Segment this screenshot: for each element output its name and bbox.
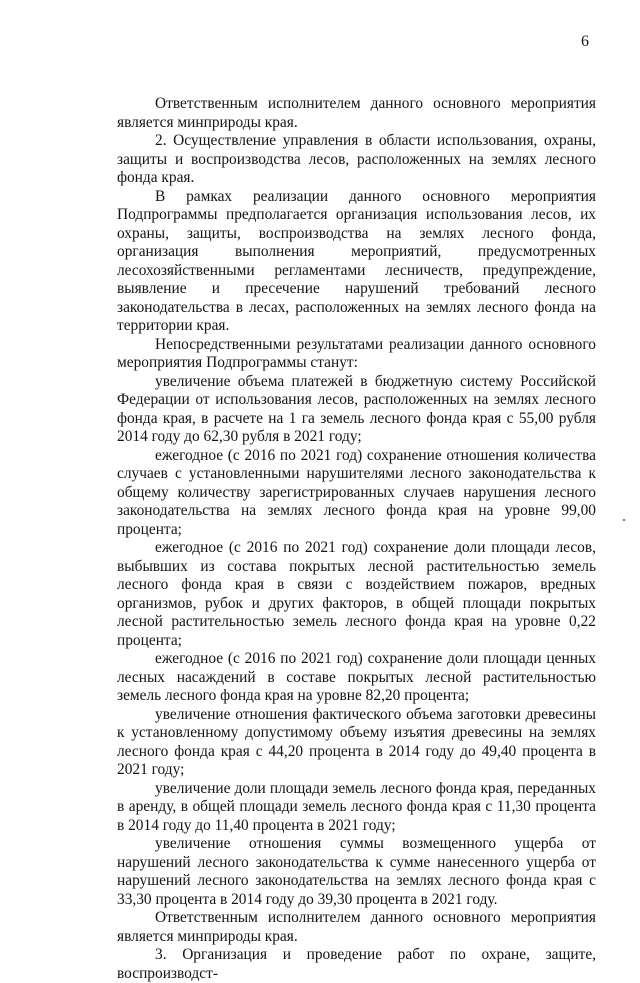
paragraph: Непосредственными результатами реализации данного основного мероприятия Подпрограммы станут: bbox=[117, 335, 596, 371]
page-number: 6 bbox=[581, 33, 589, 50]
list-item: увеличение доли площади земель лесного фонда края, переданных в аренду, в общей площади земель лесного фонда края с 11,30 процента в 2014 году до 11,40 процента в 2021 году; bbox=[117, 779, 596, 834]
list-item: ежегодное (с 2016 по 2021 год) сохранение доли площади ценных лесных насаждений в составе покрытых лесной растительностью земель лесного фонда края на уровне 82,20 процента; bbox=[117, 650, 596, 704]
document-body bbox=[117, 95, 596, 983]
paragraph: Ответственным исполнителем данного основного мероприятия является минприроды края. bbox=[117, 95, 596, 131]
list-item: увеличение отношения фактического объема заготовки древесины к установленному допустимому объему изъятия древесины на землях лесного фонда края с 44,20 процента в 2014 году до 49,40 процента в 2021 году; bbox=[117, 705, 596, 778]
list-item: ежегодное (с 2016 по 2021 год) сохранение доли площади лесов, выбывших из состава покрытых лесной растительностью земель лесного фонда края в связи с воздействием пожаров, вредных организмов, рубок и других факторов, в общей площади покрытых лесной растительностью земель лесного фонда края на уровне 0,22 процента; bbox=[117, 539, 596, 649]
list-item: увеличение отношения суммы возмещенного ущерба от нарушений лесного законодательства к сумме нанесенного ущерба от нарушений лесного законодательства на землях лесного фонда края с 33,30 процента в 2014 году до 39,30 процента в 2021 году. bbox=[117, 835, 596, 908]
scan-speck bbox=[623, 519, 625, 521]
list-item: увеличение объема платежей в бюджетную систему Российской Федерации от использования лесов, расположенных на землях лесного фонда края, в расчете на 1 га земель лесного фонда края с 55,00 рубля 2014 году до 62,30 рубля в 2021 году; bbox=[117, 372, 596, 445]
paragraph: 2. Осуществление управления в области использования, охраны, защиты и воспроизводства лесов, расположенных на землях лесного фонда края. bbox=[117, 132, 596, 186]
paragraph: 3. Организация и проведение работ по охране, защите, воспроизводст- bbox=[117, 946, 596, 982]
paragraph: Ответственным исполнителем данного основного мероприятия является минприроды края. bbox=[117, 909, 596, 945]
paragraph: В рамках реализации данного основного мероприятия Подпрограммы предполагается организация использования лесов, их охраны, защиты, воспроизводства на землях лесного фонда, организация выполнения мероприятий, предусмотренных лесохозяйственными регламентами лесничеств, предупреждение, выявление и пресечение нарушений требований лесного законодательства в лесах, расположенных на землях лесного фонда на территории края. bbox=[117, 187, 596, 334]
list-item: ежегодное (с 2016 по 2021 год) сохранение отношения количества случаев с установленными нарушителями лесного законодательства к общему количеству зарегистрированных случаев нарушения лесного законодательства на землях лесного фонда края на уровне 99,00 процента; bbox=[117, 446, 596, 538]
